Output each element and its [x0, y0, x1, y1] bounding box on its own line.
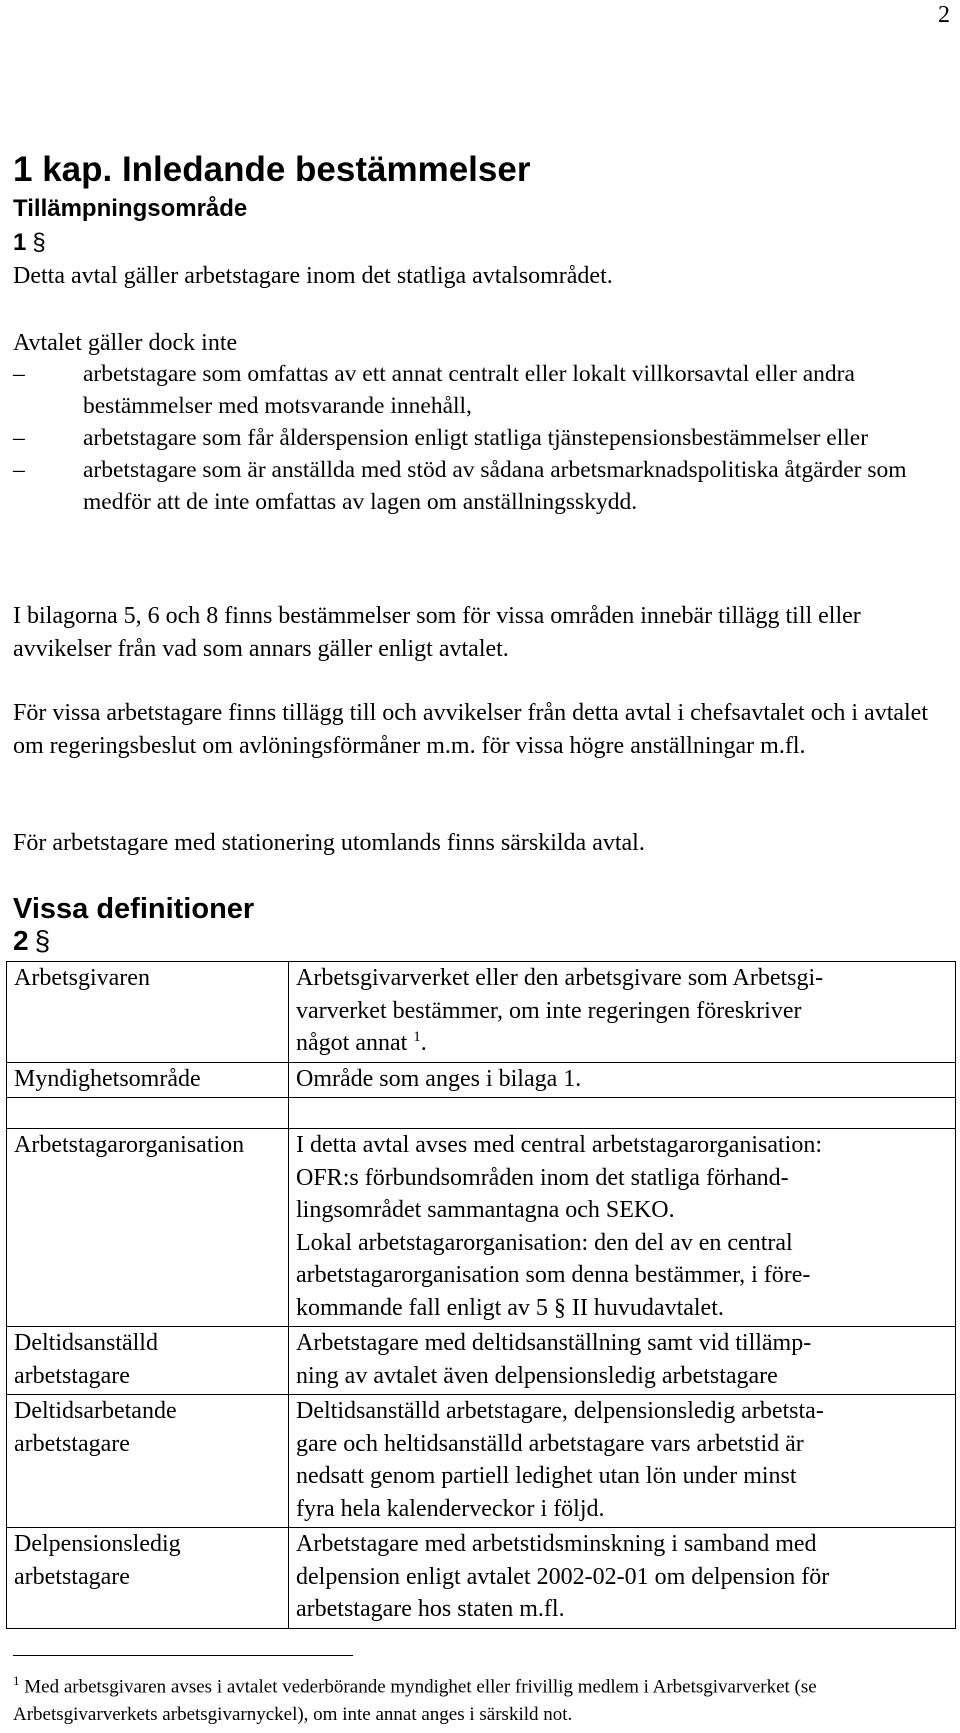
section-sign: §	[32, 229, 46, 256]
definitions-table	[6, 961, 956, 1629]
table-row	[7, 1327, 956, 1395]
intro-text: Detta avtal gäller arbetstagare inom det statliga avtalsområdet.	[13, 263, 613, 289]
exceptions-list	[13, 358, 938, 518]
definition-text: ning av avtalet även delpensionsledig arbetstagare	[296, 1362, 778, 1389]
definition-text	[296, 1027, 949, 1060]
definition-text: arbetstagare hos staten m.fl.	[296, 1596, 565, 1622]
term-cell	[7, 1129, 289, 1327]
term-text: Deltidsarbetande	[14, 1398, 177, 1424]
list-item-text: arbetstagare som omfattas av ett annat centralt eller lokalt villkorsavtal eller andra bestämmelser med motsvarande innehåll,	[83, 361, 855, 419]
list-item-text: arbetstagare som får ålderspension enligt statliga tjänstepensionsbestämmelser eller	[83, 425, 869, 451]
definition-cell	[289, 1062, 956, 1098]
page-number: 2	[938, 2, 950, 28]
definition-text: varverket bestämmer, om inte regeringen föreskriver	[296, 997, 802, 1024]
term-text: arbetstagare	[14, 1563, 130, 1590]
definition-text: Deltidsanställd arbetstagare, delpensionsledig arbetsta-	[296, 1398, 824, 1424]
dash-bullet: –	[13, 425, 25, 451]
definition-text-part: något annat	[296, 1030, 408, 1056]
definition-text: kommande fall enligt av 5 § II huvudavtalet.	[296, 1294, 724, 1321]
definition-cell	[289, 1129, 956, 1327]
term-text: arbetstagare	[14, 1362, 130, 1389]
exceptions-lead: Avtalet gäller dock inte	[13, 330, 238, 356]
definition-cell	[289, 1528, 956, 1629]
definition-text: nedsatt genom partiell ledighet utan lön under minst	[296, 1463, 797, 1489]
list-item	[13, 358, 938, 422]
definition-text: fyra hela kalenderveckor i följd.	[296, 1495, 605, 1522]
term-cell	[7, 1395, 289, 1528]
definition-text: Arbetstagare med deltidsanställning samt vid tillämp-	[296, 1330, 812, 1356]
table-row	[7, 962, 956, 1063]
section-heading-definitioner: Vissa definitioner	[13, 893, 255, 925]
term-text: Myndighetsområde	[14, 1065, 201, 1092]
paragraph-number: 1	[13, 229, 27, 256]
term-cell	[7, 1327, 289, 1395]
term-cell	[7, 962, 289, 1063]
footnote	[13, 1667, 943, 1729]
definition-cell	[289, 1395, 956, 1528]
paragraph-number-1	[13, 228, 46, 258]
definition-text: I detta avtal avses med central arbetstagarorganisation:	[296, 1132, 823, 1158]
paragraph-utomlands: För arbetstagare med stationering utomlands finns särskilda avtal.	[13, 830, 645, 856]
definition-text: Lokal arbetstagarorganisation: den del av en central	[296, 1229, 793, 1256]
term-text: Delpensionsledig	[14, 1531, 181, 1557]
definition-text: arbetstagarorganisation som denna bestämmer, i före-	[296, 1262, 811, 1288]
paragraph-chefsavtalet: För vissa arbetstagare finns tillägg till och avvikelser från detta avtal i chefsavtalet och i avtalet om regeringsbeslut om avlöningsförmåner m.m. för vissa högre anställningar m.fl.	[13, 700, 928, 759]
table-row	[7, 1062, 956, 1098]
paragraph-bilagorna: I bilagorna 5, 6 och 8 finns bestämmelser som för vissa områden innebär tillägg till eller avvikelser från vad som annars gäller enligt avtalet.	[13, 603, 861, 662]
paragraph-number-2	[13, 925, 50, 957]
definition-suffix: .	[420, 1030, 427, 1056]
term-text: Arbetstagarorganisation	[14, 1132, 245, 1158]
definition-text: Arbetstagare med arbetstidsminskning i samband med	[296, 1531, 817, 1557]
definition-cell	[289, 1327, 956, 1395]
definition-text: Område som anges i bilaga 1.	[296, 1065, 582, 1092]
section-sign: §	[34, 925, 51, 956]
dash-bullet: –	[13, 361, 25, 387]
definition-text: Arbetsgivarverket eller den arbetsgivare som Arbetsgi-	[296, 965, 824, 991]
dash-bullet: –	[13, 457, 25, 483]
table-spacer-row	[7, 1098, 956, 1129]
footnote-ref[interactable]: 1	[413, 1029, 421, 1045]
table-row	[7, 1129, 956, 1327]
definition-cell	[289, 962, 956, 1063]
list-item	[13, 422, 938, 454]
section-heading-tillampningsomrade: Tillämpningsområde	[13, 195, 248, 222]
chapter-title: 1 kap. Inledande bestämmelser	[13, 150, 531, 189]
table-row	[7, 1395, 956, 1528]
term-text: Arbetsgivaren	[14, 965, 150, 991]
footnote-number: 1	[13, 1673, 20, 1688]
definition-text: delpension enligt avtalet 2002-02-01 om delpension för	[296, 1563, 830, 1590]
term-text: Deltidsanställd	[14, 1330, 158, 1356]
table-row	[7, 1528, 956, 1629]
footnote-text: Med arbetsgivaren avses i avtalet vederbörande myndighet eller frivillig medlem i Arbetsgivarverket (se Arbetsgivarverkets arbetsgivarnyckel), om inte annat anges i särskild not.	[13, 1676, 817, 1726]
definition-text: gare och heltidsanställd arbetstagare vars arbetstid är	[296, 1430, 804, 1457]
list-item-text: arbetstagare som är anställda med stöd av sådana arbetsmarknadspolitiska åtgärder som medför att de inte omfattas av lagen om anställningsskydd.	[83, 457, 907, 515]
term-cell	[7, 1528, 289, 1629]
footnote-divider	[13, 1655, 353, 1656]
definition-text: lingsområdet sammantagna och SEKO.	[296, 1197, 675, 1223]
paragraph-number: 2	[13, 925, 29, 956]
list-item	[13, 454, 938, 518]
definition-text: OFR:s förbundsområden inom det statliga förhand-	[296, 1164, 789, 1191]
term-cell	[7, 1062, 289, 1098]
spacer-cell	[7, 1098, 289, 1129]
spacer-cell	[289, 1098, 956, 1129]
term-text: arbetstagare	[14, 1430, 130, 1457]
